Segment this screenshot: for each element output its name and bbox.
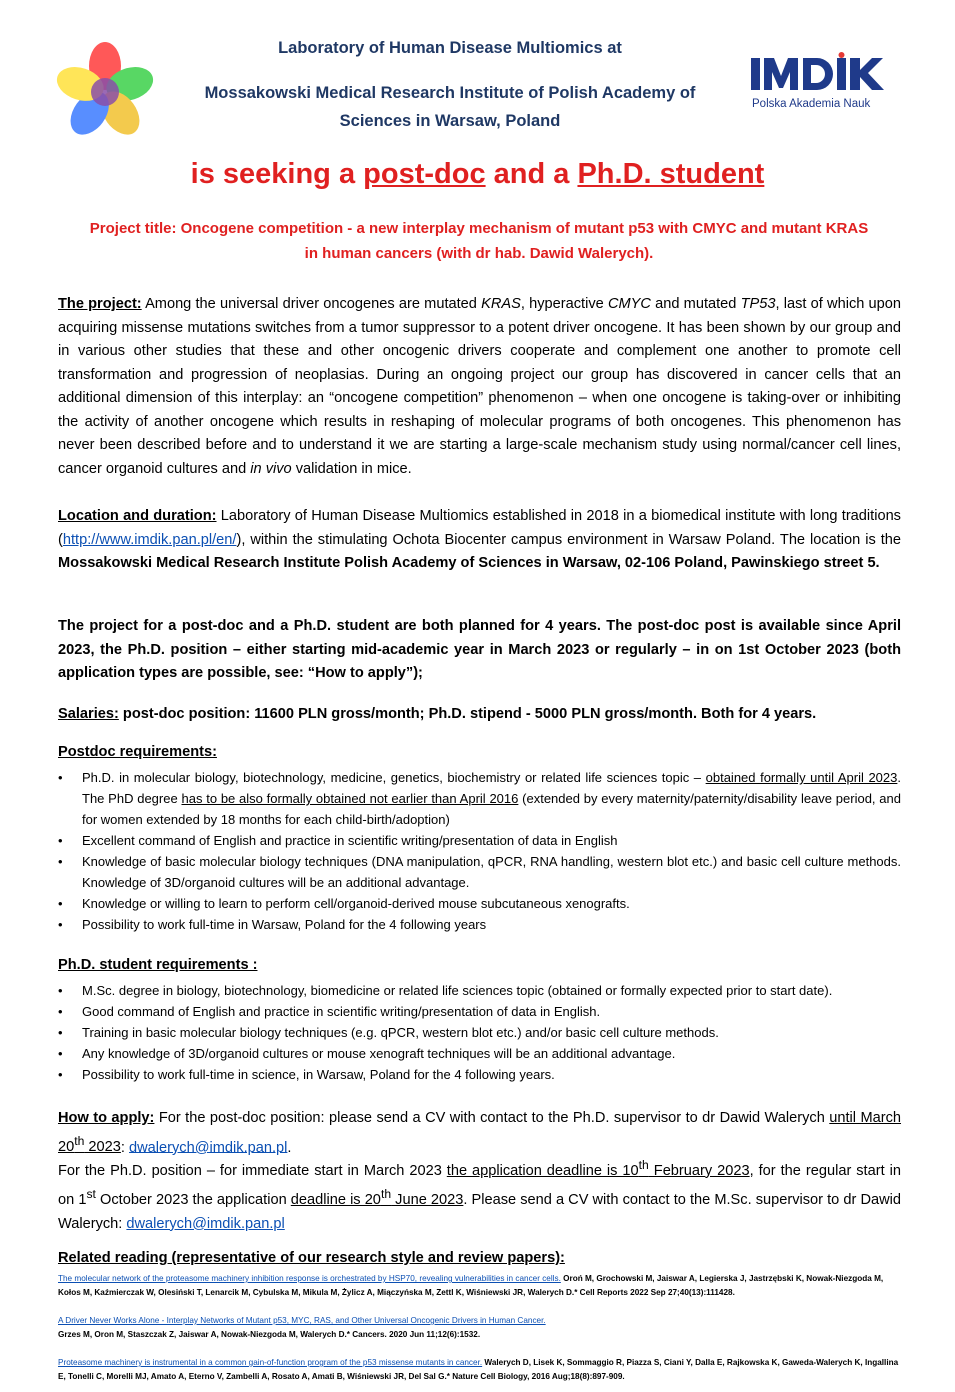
duration-paragraph: The project for a post-doc and a Ph.D. student are both planned for 4 years. The post-doc post is available since April 2023, the Ph.D. position – either starting mid-academic year in March 2023 or regularly – in on 1st October 2023 (both application types are possible, see: “How to apply”); <box>58 618 901 681</box>
postdoc-requirements-list <box>58 767 901 935</box>
phd-apply-paragraph: For the Ph.D. position – for immediate start in March 2023 the application deadline is 10th February 2023, for the regular start in on 1st October 2023 the application deadline is 20th June 2023. Please send a CV with contact to the M.Sc. supervisor to dr Dawid Walerych: dwalerych@imdik.pan.pl <box>58 1158 901 1232</box>
seeking-headline: is seeking a post-doc and a Ph.D. student <box>190 158 765 190</box>
lab-logo <box>55 42 155 142</box>
list-item: • M.Sc. degree in biology, biotechnology, biomedicine or related life sciences topic (obtained or formally expected prior to start date). <box>58 980 901 1001</box>
reference-2: A Driver Never Works Alone - Interplay Networks of Mutant p53, MYC, RAS, and Other Universal Oncogenic Drivers in Human Cancer. Grzes M, Oron M, Staszczak Z, Jaiswar A, Nowak-Niezgoda M, Walerych D.* Cancers. 2020 Jun 11;12(6):1532. <box>58 1314 901 1342</box>
header-line-2: Mossakowski Medical Research Institute of Polish Academy of <box>204 84 696 102</box>
imdik-subtitle: Polska Akademia Nauk <box>752 98 871 110</box>
list-item: • Knowledge of basic molecular biology techniques (DNA manipulation, qPCR, RNA handling, western blot etc.) and basic cell culture methods. Knowledge of 3D/organoid cultures will be an additional advantage. <box>58 851 901 893</box>
header-line-1: Laboratory of Human Disease Multiomics at <box>278 39 622 57</box>
email-link[interactable]: dwalerych@imdik.pan.pl <box>129 1139 288 1156</box>
list-item: • Knowledge or willing to learn to perform cell/organoid-derived mouse subcutaneous xenografts. <box>58 893 901 914</box>
postdoc-requirements-heading: Postdoc requirements: <box>58 744 217 760</box>
phd-requirements-heading: Ph.D. student requirements : <box>58 957 258 973</box>
list-item: • Any knowledge of 3D/organoid cultures or mouse xenograft techniques will be an additional advantage. <box>58 1043 901 1064</box>
project-paragraph: The project: Among the universal driver oncogenes are mutated KRAS, hyperactive CMYC and mutated TP53, last of which upon acquiring missense mutations switches from a tumor suppressor to a potent driver oncogene. It has been shown by our group and in various other studies that these and other oncogenic drivers cooperate and complement one another to promote cell transformation and progression of neoplasias. During an ongoing project our group has discovered in cancer cells that an additional dimension of this interplay: an “oncogene competition” phenomenon – when one oncogene is taking-over or inhibiting the activity of another oncogene which results in reshaping of molecular programs of both oncogenes. This phenomenon has never been described before and to understand it we are starting a large-scale mechanism study using normal/cancer cell lines, cancer organoid cultures and in vivo validation in mice. <box>58 296 902 477</box>
institute-url-link[interactable]: http://www.imdik.pan.pl/en/ <box>62 531 237 548</box>
email-link[interactable]: dwalerych@imdik.pan.pl <box>126 1215 285 1232</box>
related-reading-heading: Related reading (representative of our research style and review papers): <box>58 1250 565 1266</box>
how-to-apply-paragraph: How to apply: For the post-doc position: please send a CV with contact to the Ph.D. supervisor to dr Dawid Walerych until March 20th 2023: dwalerych@imdik.pan.pl. <box>58 1110 902 1156</box>
reference-1-link[interactable]: The molecular network of the proteasome machinery inhibition response is orchestrated by HSP70, revealing vulnerabilities in cancer cells. <box>58 1274 561 1283</box>
list-item: • Excellent command of English and practice in scientific writing/presentation of data in English <box>58 830 901 851</box>
reference-3: Proteasome machinery is instrumental in a common gain-of-function program of the p53 missense mutants in cancer. Walerych D, Lisek K, Sommaggio R, Piazza S, Ciani Y, Dalla E, Rajkowska K, Gaweda-Walerych K, Ingallina E, Tonelli C, Morelli MJ, Amato A, Eterno V, Zambelli A, Rosato A, Amati B, Wiśniewski JR, Del Sal G.* Nature Cell Biology, 2016 Aug;18(8):897-909. <box>58 1358 899 1381</box>
location-paragraph: Location and duration: Laboratory of Human Disease Multiomics established in 2018 in a biomedical institute with long traditions (http://www.imdik.pan.pl/en/), within the stimulating Ochota Biocenter campus environment in Warsaw Poland. The location is the Mossakowski Medical Research Institute Polish Academy of Sciences in Warsaw, 02-106 Poland, Pawinskiego street 5. <box>58 508 901 571</box>
reference-3-link[interactable]: Proteasome machinery is instrumental in a common gain-of-function program of the p53 missense mutants in cancer. <box>58 1358 483 1367</box>
list-item: • Ph.D. in molecular biology, biotechnology, medicine, genetics, biochemistry or related life sciences topic – obtained formally until April 2023. The PhD degree has to be also formally obtained not earlier than April 2016 (extended by every maternity/paternity/disability leave period, and for women extended by 18 months for each child-birth/adoption) <box>58 767 901 830</box>
salaries-paragraph: Salaries: post-doc position: 11600 PLN gross/month; Ph.D. stipend - 5000 PLN gross/month. Both for 4 years. <box>58 706 817 722</box>
project-title-line-2: in human cancers (with dr hab. Dawid Walerych). <box>304 245 654 262</box>
postdoc-link-text: post-doc <box>363 158 486 190</box>
list-item: • Training in basic molecular biology techniques (e.g. qPCR, western blot etc.) and/or basic cell culture methods. <box>58 1022 901 1043</box>
phd-link-text: Ph.D. student <box>577 158 765 190</box>
project-title-line-1: Project title: Oncogene competition - a new interplay mechanism of mutant p53 with CMYC and mutant KRAS <box>89 220 869 237</box>
list-item: • Possibility to work full-time in Warsaw, Poland for the 4 following years <box>58 914 901 935</box>
phd-requirements-list <box>58 980 901 1085</box>
list-item: • Good command of English and practice in scientific writing/presentation of data in English. <box>58 1001 901 1022</box>
reference-1: The molecular network of the proteasome machinery inhibition response is orchestrated by HSP70, revealing vulnerabilities in cancer cells. Oroń M, Grochowski M, Jaiswar A, Legierska J, Jastrzębski K, Nowak-Niezgoda M, Kołos M, Kaźmierczak W, Olesiński T, Lenarcik M, Cybulska M, Mikula M, Żylicz A, Miączyńska M, Zettl K, Wiśniewski JR, Walerych D.* Cell Reports 2022 Sep 27;40(13):111428. <box>58 1274 884 1297</box>
header-line-3: Sciences in Warsaw, Poland <box>339 112 561 130</box>
list-item: • Possibility to work full-time in science, in Warsaw, Poland for the 4 following years. <box>58 1064 901 1085</box>
reference-2-link[interactable]: A Driver Never Works Alone - Interplay Networks of Mutant p53, MYC, RAS, and Other Universal Oncogenic Drivers in Human Cancer. <box>58 1316 546 1325</box>
